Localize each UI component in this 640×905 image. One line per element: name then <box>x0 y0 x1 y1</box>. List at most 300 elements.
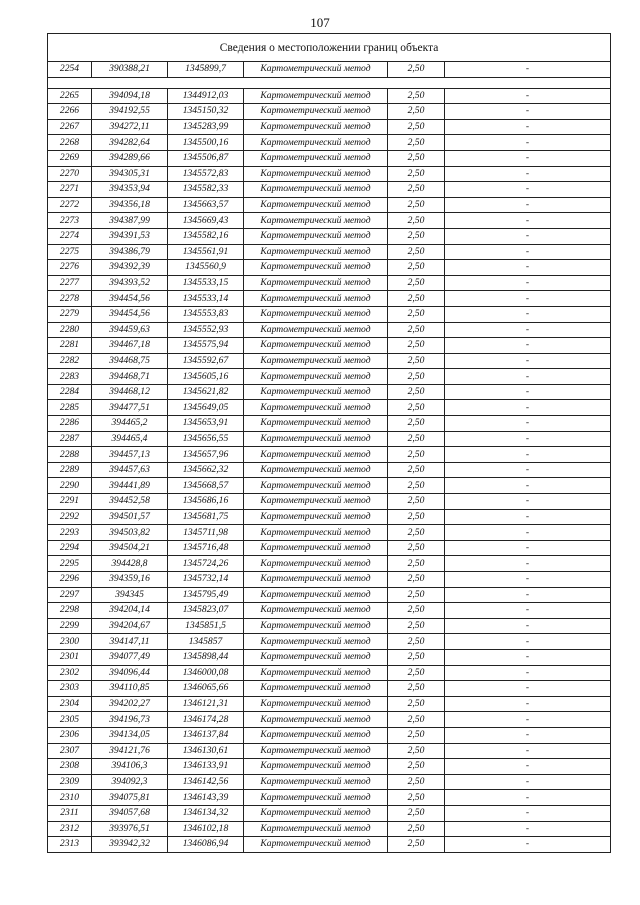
table-row <box>48 384 611 400</box>
table-row <box>48 774 611 790</box>
method: Картометрический метод <box>244 509 388 525</box>
method: Картометрический метод <box>244 275 388 291</box>
accuracy: 2,50 <box>388 322 445 338</box>
accuracy: 2,50 <box>388 338 445 354</box>
coord-x: 394353,94 <box>92 182 168 198</box>
point-number: 2306 <box>48 727 92 743</box>
accuracy: 2,50 <box>388 244 445 260</box>
method: Картометрический метод <box>244 306 388 322</box>
table-row <box>48 260 611 276</box>
accuracy: 2,50 <box>388 509 445 525</box>
method: Картометрический метод <box>244 447 388 463</box>
accuracy: 2,50 <box>388 275 445 291</box>
coord-y: 1346137,84 <box>168 727 244 743</box>
accuracy: 2,50 <box>388 774 445 790</box>
description: - <box>445 525 611 541</box>
coord-x: 394454,56 <box>92 306 168 322</box>
point-number: 2308 <box>48 759 92 775</box>
accuracy: 2,50 <box>388 384 445 400</box>
table-row <box>48 306 611 322</box>
point-number: 2288 <box>48 447 92 463</box>
method: Картометрический метод <box>244 821 388 837</box>
coord-x: 394356,18 <box>92 197 168 213</box>
point-number: 2273 <box>48 213 92 229</box>
coord-y: 1345795,49 <box>168 587 244 603</box>
coordinates-table <box>47 33 611 853</box>
table-row <box>48 416 611 432</box>
method: Картометрический метод <box>244 743 388 759</box>
accuracy: 2,50 <box>388 665 445 681</box>
point-number: 2286 <box>48 416 92 432</box>
spacer-row <box>48 77 611 88</box>
accuracy: 2,50 <box>388 681 445 697</box>
description: - <box>445 88 611 104</box>
table-row <box>48 525 611 541</box>
point-number: 2297 <box>48 587 92 603</box>
table-row <box>48 228 611 244</box>
coord-y: 1346174,28 <box>168 712 244 728</box>
method: Картометрический метод <box>244 603 388 619</box>
point-number: 2305 <box>48 712 92 728</box>
point-number: 2303 <box>48 681 92 697</box>
coord-y: 1345711,98 <box>168 525 244 541</box>
coord-x: 394192,55 <box>92 104 168 120</box>
point-number: 2294 <box>48 540 92 556</box>
table-row <box>48 244 611 260</box>
table-row <box>48 805 611 821</box>
description: - <box>445 696 611 712</box>
accuracy: 2,50 <box>388 743 445 759</box>
table-row <box>48 369 611 385</box>
description: - <box>445 805 611 821</box>
table-title-row <box>48 34 611 62</box>
coord-y: 1346142,56 <box>168 774 244 790</box>
description: - <box>445 197 611 213</box>
coord-x: 394096,44 <box>92 665 168 681</box>
accuracy: 2,50 <box>388 369 445 385</box>
description: - <box>445 291 611 307</box>
table-row <box>48 338 611 354</box>
coord-y: 1345686,16 <box>168 494 244 510</box>
table-row <box>48 681 611 697</box>
method: Картометрический метод <box>244 556 388 572</box>
method: Картометрический метод <box>244 197 388 213</box>
method: Картометрический метод <box>244 665 388 681</box>
coord-x: 394121,76 <box>92 743 168 759</box>
accuracy: 2,50 <box>388 649 445 665</box>
coord-x: 394504,21 <box>92 540 168 556</box>
accuracy: 2,50 <box>388 837 445 853</box>
coord-y: 1345657,96 <box>168 447 244 463</box>
description: - <box>445 837 611 853</box>
coord-y: 1344912,03 <box>168 88 244 104</box>
accuracy: 2,50 <box>388 572 445 588</box>
point-number: 2266 <box>48 104 92 120</box>
coord-y: 1346102,18 <box>168 821 244 837</box>
coord-y: 1345533,14 <box>168 291 244 307</box>
accuracy: 2,50 <box>388 213 445 229</box>
accuracy: 2,50 <box>388 197 445 213</box>
accuracy: 2,50 <box>388 587 445 603</box>
coord-y: 1345592,67 <box>168 353 244 369</box>
point-number: 2280 <box>48 322 92 338</box>
table-row <box>48 104 611 120</box>
point-number: 2307 <box>48 743 92 759</box>
coord-x: 394057,68 <box>92 805 168 821</box>
table-row <box>48 353 611 369</box>
method: Картометрический метод <box>244 416 388 432</box>
point-number: 2296 <box>48 572 92 588</box>
coord-y: 1345533,15 <box>168 275 244 291</box>
spacer-cell <box>48 77 611 88</box>
description: - <box>445 119 611 135</box>
coord-x: 394391,53 <box>92 228 168 244</box>
description: - <box>445 603 611 619</box>
method: Картометрический метод <box>244 260 388 276</box>
method: Картометрический метод <box>244 696 388 712</box>
coord-x: 394468,12 <box>92 384 168 400</box>
table-row <box>48 649 611 665</box>
coord-x: 394289,66 <box>92 150 168 166</box>
description: - <box>445 572 611 588</box>
point-number: 2283 <box>48 369 92 385</box>
coord-x: 394457,63 <box>92 462 168 478</box>
table-row <box>48 556 611 572</box>
coord-x: 394282,64 <box>92 135 168 151</box>
accuracy: 2,50 <box>388 416 445 432</box>
point-number: 2311 <box>48 805 92 821</box>
point-number: 2313 <box>48 837 92 853</box>
description: - <box>445 712 611 728</box>
point-number: 2276 <box>48 260 92 276</box>
point-number: 2302 <box>48 665 92 681</box>
description: - <box>445 275 611 291</box>
table-row <box>48 665 611 681</box>
accuracy: 2,50 <box>388 119 445 135</box>
table-row <box>48 462 611 478</box>
accuracy: 2,50 <box>388 712 445 728</box>
coord-y: 1345283,99 <box>168 119 244 135</box>
coord-x: 394465,4 <box>92 431 168 447</box>
accuracy: 2,50 <box>388 62 445 78</box>
table-row <box>48 540 611 556</box>
coord-y: 1346086,94 <box>168 837 244 853</box>
point-number: 2298 <box>48 603 92 619</box>
description: - <box>445 587 611 603</box>
coord-x: 394467,18 <box>92 338 168 354</box>
coord-y: 1345572,83 <box>168 166 244 182</box>
coord-x: 394110,85 <box>92 681 168 697</box>
point-number: 2275 <box>48 244 92 260</box>
method: Картометрический метод <box>244 540 388 556</box>
method: Картометрический метод <box>244 166 388 182</box>
accuracy: 2,50 <box>388 135 445 151</box>
coord-y: 1345898,44 <box>168 649 244 665</box>
point-number: 2269 <box>48 150 92 166</box>
table-row <box>48 509 611 525</box>
method: Картометрический метод <box>244 837 388 853</box>
description: - <box>445 104 611 120</box>
method: Картометрический метод <box>244 634 388 650</box>
table-row <box>48 712 611 728</box>
coord-y: 1345662,32 <box>168 462 244 478</box>
method: Картометрический метод <box>244 587 388 603</box>
coord-y: 1345553,83 <box>168 306 244 322</box>
method: Картометрический метод <box>244 369 388 385</box>
coord-x: 394075,81 <box>92 790 168 806</box>
description: - <box>445 447 611 463</box>
description: - <box>445 681 611 697</box>
coord-x: 394077,49 <box>92 649 168 665</box>
point-number: 2287 <box>48 431 92 447</box>
point-number: 2301 <box>48 649 92 665</box>
accuracy: 2,50 <box>388 634 445 650</box>
coord-x: 394503,82 <box>92 525 168 541</box>
accuracy: 2,50 <box>388 291 445 307</box>
coord-x: 394204,14 <box>92 603 168 619</box>
point-number: 2265 <box>48 88 92 104</box>
table-row <box>48 743 611 759</box>
method: Картометрический метод <box>244 712 388 728</box>
table-title: Сведения о местоположении границ объекта <box>48 34 611 62</box>
method: Картометрический метод <box>244 322 388 338</box>
description: - <box>445 384 611 400</box>
coord-y: 1345575,94 <box>168 338 244 354</box>
point-number: 2281 <box>48 338 92 354</box>
table-row <box>48 62 611 78</box>
description: - <box>445 494 611 510</box>
method: Картометрический метод <box>244 338 388 354</box>
description: - <box>445 306 611 322</box>
description: - <box>445 166 611 182</box>
coord-y: 1346065,66 <box>168 681 244 697</box>
coord-y: 1346130,61 <box>168 743 244 759</box>
point-number: 2274 <box>48 228 92 244</box>
point-number: 2278 <box>48 291 92 307</box>
table-row <box>48 759 611 775</box>
method: Картометрический метод <box>244 494 388 510</box>
coord-x: 394428,8 <box>92 556 168 572</box>
coord-y: 1345605,16 <box>168 369 244 385</box>
description: - <box>445 759 611 775</box>
accuracy: 2,50 <box>388 228 445 244</box>
description: - <box>445 338 611 354</box>
coord-y: 1345663,57 <box>168 197 244 213</box>
method: Картометрический метод <box>244 291 388 307</box>
coord-y: 1345506,87 <box>168 150 244 166</box>
accuracy: 2,50 <box>388 618 445 634</box>
accuracy: 2,50 <box>388 540 445 556</box>
point-number: 2254 <box>48 62 92 78</box>
coord-y: 1345851,5 <box>168 618 244 634</box>
method: Картометрический метод <box>244 62 388 78</box>
description: - <box>445 556 611 572</box>
table-row <box>48 837 611 853</box>
method: Картометрический метод <box>244 135 388 151</box>
accuracy: 2,50 <box>388 306 445 322</box>
table-row <box>48 119 611 135</box>
coord-y: 1346134,32 <box>168 805 244 821</box>
accuracy: 2,50 <box>388 104 445 120</box>
accuracy: 2,50 <box>388 525 445 541</box>
description: - <box>445 400 611 416</box>
coord-x: 394359,16 <box>92 572 168 588</box>
description: - <box>445 462 611 478</box>
accuracy: 2,50 <box>388 821 445 837</box>
method: Картометрический метод <box>244 618 388 634</box>
method: Картометрический метод <box>244 727 388 743</box>
table-row <box>48 447 611 463</box>
point-number: 2289 <box>48 462 92 478</box>
description: - <box>445 790 611 806</box>
coord-x: 394468,71 <box>92 369 168 385</box>
coord-y: 1345681,75 <box>168 509 244 525</box>
table-row <box>48 431 611 447</box>
description: - <box>445 213 611 229</box>
table-row <box>48 696 611 712</box>
accuracy: 2,50 <box>388 494 445 510</box>
description: - <box>445 649 611 665</box>
point-number: 2293 <box>48 525 92 541</box>
coord-x: 393976,51 <box>92 821 168 837</box>
table-row <box>48 494 611 510</box>
coord-y: 1345560,9 <box>168 260 244 276</box>
point-number: 2290 <box>48 478 92 494</box>
description: - <box>445 743 611 759</box>
description: - <box>445 260 611 276</box>
point-number: 2284 <box>48 384 92 400</box>
table-row <box>48 603 611 619</box>
point-number: 2304 <box>48 696 92 712</box>
point-number: 2310 <box>48 790 92 806</box>
coord-x: 394345 <box>92 587 168 603</box>
point-number: 2299 <box>48 618 92 634</box>
method: Картометрический метод <box>244 649 388 665</box>
coord-y: 1345561,91 <box>168 244 244 260</box>
coord-y: 1345724,26 <box>168 556 244 572</box>
method: Картометрический метод <box>244 790 388 806</box>
point-number: 2268 <box>48 135 92 151</box>
coord-y: 1345621,82 <box>168 384 244 400</box>
coord-y: 1345150,32 <box>168 104 244 120</box>
description: - <box>445 665 611 681</box>
point-number: 2279 <box>48 306 92 322</box>
description: - <box>445 634 611 650</box>
coord-x: 394272,11 <box>92 119 168 135</box>
table-row <box>48 478 611 494</box>
coord-x: 394392,39 <box>92 260 168 276</box>
method: Картометрический метод <box>244 572 388 588</box>
point-number: 2282 <box>48 353 92 369</box>
table-row <box>48 166 611 182</box>
description: - <box>445 62 611 78</box>
coord-x: 394305,31 <box>92 166 168 182</box>
coord-x: 394094,18 <box>92 88 168 104</box>
description: - <box>445 774 611 790</box>
accuracy: 2,50 <box>388 696 445 712</box>
point-number: 2295 <box>48 556 92 572</box>
coord-x: 394202,27 <box>92 696 168 712</box>
method: Картометрический метод <box>244 462 388 478</box>
coord-y: 1345732,14 <box>168 572 244 588</box>
accuracy: 2,50 <box>388 727 445 743</box>
coord-x: 394147,11 <box>92 634 168 650</box>
coord-x: 394457,13 <box>92 447 168 463</box>
coord-x: 393942,32 <box>92 837 168 853</box>
point-number: 2271 <box>48 182 92 198</box>
description: - <box>445 353 611 369</box>
accuracy: 2,50 <box>388 88 445 104</box>
coord-y: 1345716,48 <box>168 540 244 556</box>
coord-y: 1345668,57 <box>168 478 244 494</box>
description: - <box>445 478 611 494</box>
method: Картометрический метод <box>244 431 388 447</box>
table-row <box>48 572 611 588</box>
coord-x: 394465,2 <box>92 416 168 432</box>
coord-y: 1346133,91 <box>168 759 244 775</box>
coord-x: 394468,75 <box>92 353 168 369</box>
description: - <box>445 618 611 634</box>
point-number: 2277 <box>48 275 92 291</box>
coord-y: 1345582,16 <box>168 228 244 244</box>
method: Картометрический метод <box>244 525 388 541</box>
coord-x: 394452,58 <box>92 494 168 510</box>
point-number: 2267 <box>48 119 92 135</box>
coord-x: 394106,3 <box>92 759 168 775</box>
accuracy: 2,50 <box>388 759 445 775</box>
description: - <box>445 821 611 837</box>
accuracy: 2,50 <box>388 400 445 416</box>
coord-y: 1345649,05 <box>168 400 244 416</box>
table-row <box>48 618 611 634</box>
accuracy: 2,50 <box>388 150 445 166</box>
point-number: 2292 <box>48 509 92 525</box>
table-row <box>48 291 611 307</box>
coord-x: 394477,51 <box>92 400 168 416</box>
method: Картометрический метод <box>244 478 388 494</box>
coord-x: 394454,56 <box>92 291 168 307</box>
coord-y: 1345857 <box>168 634 244 650</box>
table-row <box>48 400 611 416</box>
method: Картометрический метод <box>244 759 388 775</box>
point-number: 2312 <box>48 821 92 837</box>
method: Картометрический метод <box>244 182 388 198</box>
accuracy: 2,50 <box>388 182 445 198</box>
accuracy: 2,50 <box>388 166 445 182</box>
description: - <box>445 540 611 556</box>
coord-x: 394441,89 <box>92 478 168 494</box>
table-row <box>48 135 611 151</box>
method: Картометрический метод <box>244 774 388 790</box>
method: Картометрический метод <box>244 400 388 416</box>
point-number: 2300 <box>48 634 92 650</box>
coord-y: 1345582,33 <box>168 182 244 198</box>
coord-x: 394459,63 <box>92 322 168 338</box>
coord-y: 1345552,93 <box>168 322 244 338</box>
description: - <box>445 727 611 743</box>
description: - <box>445 135 611 151</box>
method: Картометрический метод <box>244 805 388 821</box>
point-number: 2291 <box>48 494 92 510</box>
method: Картометрический метод <box>244 228 388 244</box>
description: - <box>445 509 611 525</box>
table-row <box>48 197 611 213</box>
coord-y: 1345656,55 <box>168 431 244 447</box>
coord-y: 1345653,91 <box>168 416 244 432</box>
coord-y: 1345669,43 <box>168 213 244 229</box>
coord-x: 394387,99 <box>92 213 168 229</box>
table-row <box>48 821 611 837</box>
